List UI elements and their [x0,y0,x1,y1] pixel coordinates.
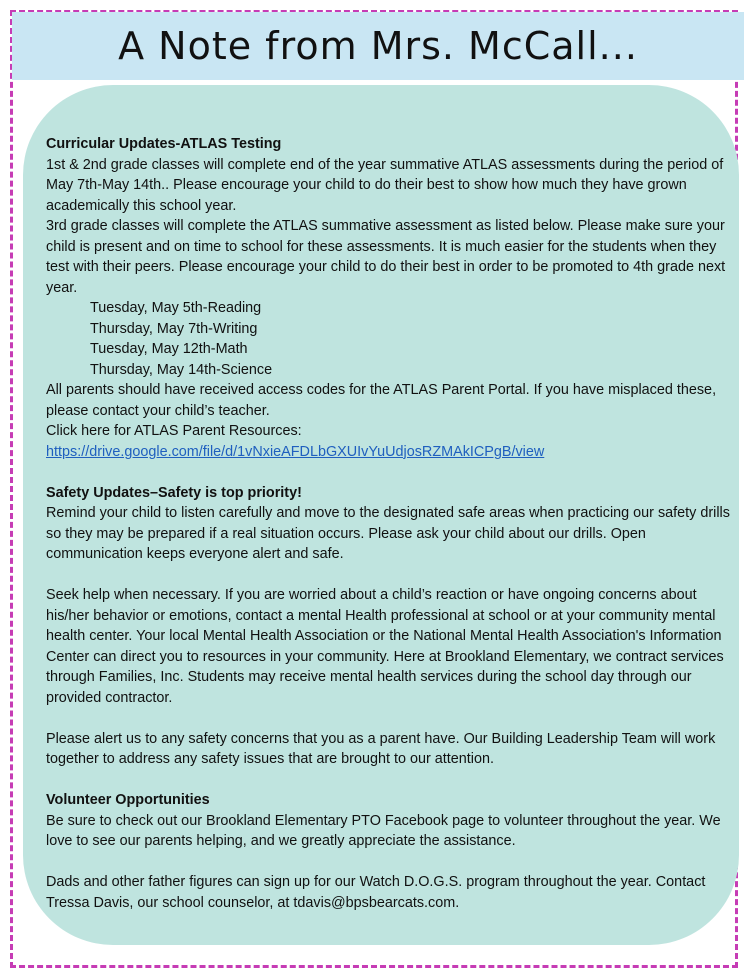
spacer [46,708,738,729]
safety-paragraph-2: Seek help when necessary. If you are worried about a child’s reaction or have ongoing concerns about his/her behavior or emotions, contact a mental Health professional at school or at your community mental health center. Your local Mental Health Association or the National Mental Health Association's Information Center can direct you to resources in your community. Here at Brookland Elementary, we contract services through Families, Inc. Students may receive mental health services during the school day through our provided contractor. [46,587,724,706]
spacer [46,462,738,483]
safety-paragraph-3: Please alert us to any safety concerns that you as a parent have. Our Building Leadership Team will work together to address any safety issues that are brought to our attention. [46,730,716,767]
page-title: A Note from Mrs. McCall... [118,24,638,68]
spacer [46,565,738,586]
newsletter-content [46,134,738,913]
atlas-paragraph-3: All parents should have received access codes for the ATLAS Parent Portal. If you have misplaced these, please contact your child’s teacher. [46,382,717,419]
volunteer-paragraph-2: Dads and other father figures can sign up for our Watch D.O.G.S. program throughout the year. Contact Tressa Davis, our school counselor, at tdavis@bpsbearcats.com. [46,874,706,911]
spacer [46,852,738,873]
resources-label: Click here for ATLAS Parent Resources: [46,423,302,439]
spacer [46,770,738,791]
safety-heading: Safety Updates–Safety is top priority! [46,484,302,501]
schedule-item-math: Tuesday, May 12th-Math [90,341,248,357]
atlas-resources-link[interactable]: https://drive.google.com/file/d/1vNxieAFDLbGXUIvYuUdjosRZMAkICPgB/view [46,443,545,460]
atlas-paragraph-2: 3rd grade classes will complete the ATLAS summative assessment as listed below. Please make sure your child is present and on time to school for these assessments. It is much easier for the students when they test with their peers. Please encourage your child to do their best in order to be promoted to 4th grade next year. [46,218,726,296]
atlas-paragraph-1: 1st & 2nd grade classes will complete end of the year summative ATLAS assessments during the period of May 7th-May 14th.. Please encourage your child to do their best to show how much they have grown academically this school year. [46,156,724,214]
safety-paragraph-1: Remind your child to listen carefully and move to the designated safe areas when practicing our safety drills so they may be prepared if a real situation occurs. Please ask your child about our drills. Open communication keeps everyone alert and safe. [46,505,730,562]
schedule-item-writing: Thursday, May 7th-Writing [90,320,258,337]
schedule-item-science: Thursday, May 14th-Science [90,361,273,378]
volunteer-heading: Volunteer Opportunities [46,792,210,808]
atlas-heading: Curricular Updates-ATLAS Testing [46,136,282,152]
volunteer-paragraph-1: Be sure to check out our Brookland Elementary PTO Facebook page to volunteer throughout the year. We love to see our parents helping, and we greatly appreciate the assistance. [46,812,721,849]
title-banner [12,12,744,80]
schedule-item-reading: Tuesday, May 5th-Reading [90,300,262,316]
